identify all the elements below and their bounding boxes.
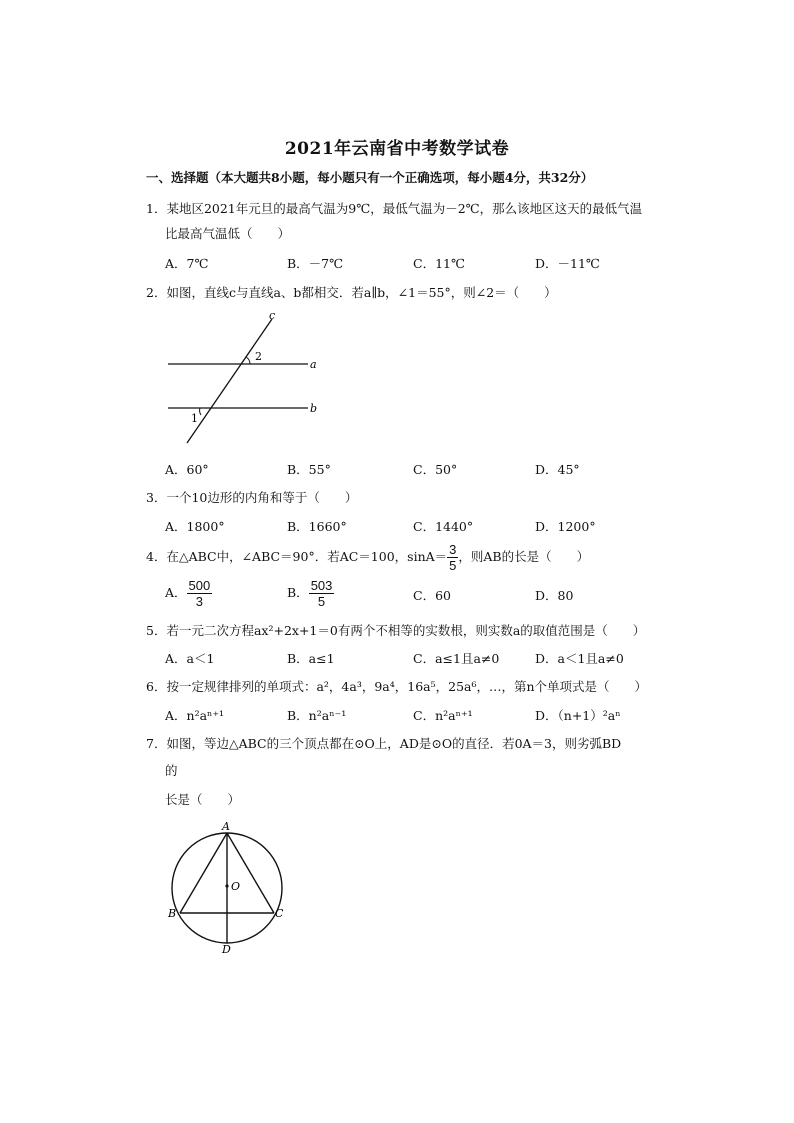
- angle-1-arc: [200, 408, 201, 415]
- label-a: a: [310, 358, 317, 371]
- question-2-text: 2．如图，直线c与直线a、b都相交．若a∥b，∠1＝55°，则∠2＝（ ）: [146, 285, 557, 300]
- q4-option-a-den: 3: [195, 594, 203, 609]
- label-angle-2: 2: [255, 350, 262, 363]
- center-point-o: [225, 884, 228, 887]
- line-c: [187, 319, 272, 443]
- q4-sin-fraction: [447, 542, 458, 573]
- label-point-o: O: [231, 880, 241, 893]
- q3-option-a: A．1800°: [165, 519, 225, 534]
- q4-option-a-fraction: [187, 578, 213, 609]
- q2-option-c: C．50°: [413, 462, 458, 477]
- angle-2-arc: [246, 357, 250, 364]
- q5-option-d: D．a＜1且a≠0: [535, 651, 624, 666]
- label-point-c: C: [275, 907, 284, 920]
- q1-option-b: B．－7℃: [287, 256, 344, 271]
- q3-option-d: D．1200°: [535, 519, 596, 534]
- q2-option-b: B．55°: [287, 462, 331, 477]
- label-c: c: [269, 309, 276, 322]
- q4-option-b-fraction: [309, 578, 335, 609]
- q3-option-c: C．1440°: [413, 519, 474, 534]
- q6-option-d: D．（n+1）²aⁿ: [535, 708, 621, 723]
- q4-option-a-num: 500: [188, 578, 211, 593]
- q5-option-b: B．a≤1: [287, 651, 335, 666]
- q4-option-a-label: A．: [165, 585, 187, 600]
- q5-option-c: C．a≤1且a≠0: [413, 651, 500, 666]
- q4-frac-den: 5: [449, 558, 457, 573]
- q2-option-d: D．45°: [535, 462, 580, 477]
- q4-option-d: D．80: [535, 588, 574, 603]
- q6-option-b: B．n²aⁿ⁻¹: [287, 708, 347, 723]
- label-angle-1: 1: [191, 412, 198, 425]
- q6-option-c: C．n²aⁿ⁺¹: [413, 708, 473, 723]
- q1-option-c: C．11℃: [413, 256, 465, 271]
- q4-option-a: [165, 578, 212, 609]
- q6-option-a: A．n²aⁿ⁺¹: [165, 708, 225, 723]
- q7-figure-inscribed-triangle: [164, 816, 288, 956]
- segment-ab: [180, 833, 227, 913]
- q2-figure-parallel-lines: [160, 305, 330, 450]
- q2-option-a: A．60°: [165, 462, 209, 477]
- question-3-text: 3．一个10边形的内角和等于（ ）: [146, 490, 358, 505]
- q1-option-a: A．7℃: [165, 256, 209, 271]
- segment-ac: [227, 833, 274, 913]
- question-6-text: 6．按一定规律排列的单项式：a²，4a³，9a⁴，16a⁵，25a⁶，…，第n个单项式是（ ）: [146, 679, 648, 694]
- q4-option-b: [287, 578, 334, 609]
- label-point-b: B: [168, 907, 177, 920]
- q4-option-b-den: 5: [317, 594, 326, 609]
- q4-frac-num: 3: [449, 542, 457, 557]
- q4-option-b-label: B．: [287, 585, 309, 600]
- q4-option-c: C．60: [413, 588, 451, 603]
- q4-option-b-num: 503: [310, 578, 333, 593]
- q4-text-pre: 4．在△ABC中，∠ABC＝90°．若AC＝100，sinA＝: [146, 549, 448, 564]
- page-title: 2021年云南省中考数学试卷: [284, 139, 510, 159]
- question-7-line-3: 长是（ ）: [165, 792, 241, 807]
- label-b: b: [310, 402, 318, 415]
- q5-option-a: A．a＜1: [165, 651, 215, 666]
- question-1-line-2: 比最高气温低（ ）: [165, 226, 291, 241]
- q4-text-post: ，则AB的长是（ ）: [458, 549, 590, 564]
- section-heading: 一、选择题（本大题共8小题，每小题只有一个正确选项，每小题4分，共32分）: [146, 170, 594, 185]
- question-5-text: 5．若一元二次方程ax²+2x+1＝0有两个不相等的实数根，则实数a的取值范围是（ ）: [146, 623, 646, 638]
- question-4-text: [146, 542, 589, 573]
- question-7-line-2: 的: [165, 763, 178, 778]
- question-1-line-1: 1．某地区2021年元旦的最高气温为9℃，最低气温为－2℃，那么该地区这天的最低气温: [146, 201, 643, 216]
- question-7-line-1: 7．如图，等边△ABC的三个顶点都在⊙O上，AD是⊙O的直径．若0A＝3，则劣弧BD: [146, 736, 622, 751]
- q3-option-b: B．1660°: [287, 519, 347, 534]
- q1-option-d: D．－11℃: [535, 256, 600, 271]
- label-point-d: D: [222, 943, 231, 956]
- label-point-a: A: [222, 820, 230, 833]
